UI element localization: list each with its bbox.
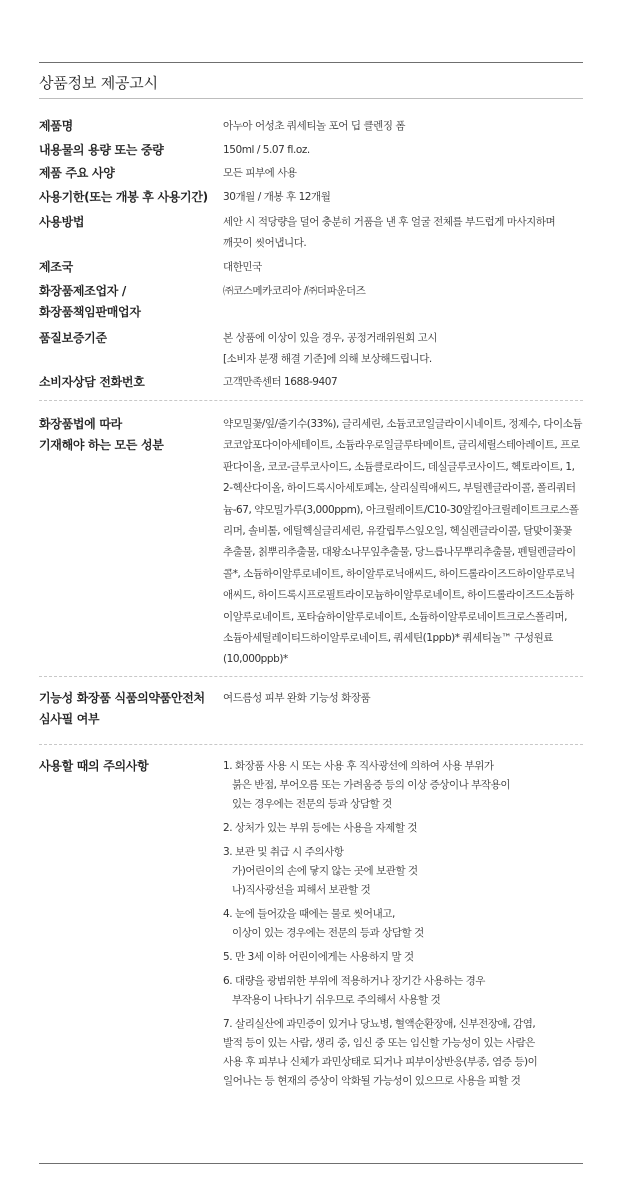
precautions-list	[223, 757, 583, 1096]
precaution-item: 4. 눈에 들어갔을 때에는 물로 씻어내고, 이상이 있는 경우에는 전문의 등과 상담할 것	[223, 908, 424, 939]
info-value: 150ml / 5.07 fl.oz.	[223, 144, 310, 156]
info-label: 제조국	[39, 260, 73, 274]
info-label: 사용방법	[39, 215, 85, 229]
info-label: 소비자상담 전화번호	[39, 375, 145, 389]
precaution-item: 3. 보관 및 취급 시 주의사항 가)어린이의 손에 닿지 않는 곳에 보관할 것 나)직사광선을 피해서 보관할 것	[223, 846, 418, 896]
info-value: 본 상품에 이상이 있을 경우, 공정거래위원회 고시 [소비자 분쟁 해결 기준]에 의해 보상해드립니다.	[223, 332, 438, 365]
precaution-item: 7. 살리실산에 과민증이 있거나 당뇨병, 혈액순환장애, 신부전장애, 감염, 발적 등이 있는 사람, 생리 중, 임신 중 또는 임신할 가능성이 있는 사람은 사용 후 피부나 신체가 과민상태로 되거나 피부이상반응(부종, 염증 등)이 일어나는 등 현재의 증상이 악화될 가능성이 있으므로 사용을 피할 것	[223, 1018, 538, 1087]
precaution-item: 6. 대량을 광범위한 부위에 적용하거나 장기간 사용하는 경우 부작용이 나타나기 쉬우므로 주의해서 사용할 것	[223, 975, 485, 1006]
bottom-divider	[39, 1163, 583, 1164]
section-divider	[39, 676, 583, 677]
section-divider	[39, 744, 583, 745]
info-value: ㈜코스메카코리아 /㈜더파운더즈	[223, 285, 366, 297]
info-label: 제품 주요 사양	[39, 166, 115, 180]
info-value: 30개월 / 개봉 후 12개월	[223, 191, 331, 203]
info-label: 사용할 때의 주의사항	[39, 759, 149, 773]
info-label: 품질보증기준	[39, 331, 107, 345]
info-value: 여드름성 피부 완화 기능성 화장품	[223, 692, 371, 704]
title-divider	[39, 98, 583, 99]
info-label: 기능성 화장품 식품의약품안전처 심사필 여부	[39, 691, 205, 726]
top-divider	[39, 62, 583, 63]
precaution-item: 5. 만 3세 이하 어린이에게는 사용하지 말 것	[223, 951, 414, 963]
info-value: 아누아 어성초 쿼세티놀 포어 딥 클렌징 폼	[223, 120, 406, 132]
info-value: 고객만족센터 1688-9407	[223, 376, 338, 388]
info-label: 사용기한(또는 개봉 후 사용기간)	[39, 190, 208, 204]
page-title: 상품정보 제공고시	[39, 74, 158, 92]
info-value: 세안 시 적당량을 덜어 충분히 거품을 낸 후 얼굴 전체를 부드럽게 마사지하며 깨끗이 씻어냅니다.	[223, 216, 556, 249]
section-divider	[39, 400, 583, 401]
info-value: 대한민국	[223, 261, 262, 273]
precaution-item: 1. 화장품 사용 시 또는 사용 후 직사광선에 의하여 사용 부위가 붉은 반점, 부어오름 또는 가려움증 등의 이상 증상이나 부작용이 있는 경우에는 전문의 등과 상담할 것	[223, 760, 511, 810]
info-label: 화장품제조업자 / 화장품책임판매업자	[39, 284, 141, 319]
info-value: 모든 피부에 사용	[223, 167, 297, 179]
ingredients-list: 약모밀꽃/잎/줄기수(33%), 글리세린, 소듐코코일글라이시네이트, 정제수, 다이소듐 코코암포다이아세테이트, 소듐라우로일글루타메이트, 글리세릴스테아레이트, 프로 판다이올, 코코-글루코사이드, 소듐클로라이드, 데실글루코사이드, 헥토라이트, 1, 2-헥산다이올, 하이드록시아세토페논, 살리실릭애씨드, 부틸렌글라이콜, 폴리쿼터 늄-67, 약모밀가루(3,000ppm), 아크릴레이트/C10-30알킬아크릴레이트크로스폴 리머, 솔비톨, 에틸헥실글리세린, 유칼립투스잎오일, 헥실렌글라이콜, 달맞이꽃꽃 추출물, 칡뿌리추출물, 대왕소나무잎추출물, 당느릅나무뿌리추출물, 펜틸렌글라이 콜*, 소듐하이알루로네이트, 하이알루로닉애씨드, 하이드롤라이즈드하이알루로닉 애씨드, 하이드록시프로필트라이모늄하이알루로네이트, 하이드롤라이즈드소듐하 이알루로네이트, 포타슘하이알루로네이트, 소듐하이알루로네이트크로스폴리머, 소듐아세틸레이티드하이알루로네이트, 쿼세틴(1ppb)* 쿼세티놀™ 구성원료 (10,000ppb)*	[223, 418, 583, 666]
info-label: 화장품법에 따라 기재해야 하는 모든 성분	[39, 417, 164, 453]
info-label: 내용물의 용량 또는 중량	[39, 143, 164, 157]
precaution-item: 2. 상처가 있는 부위 등에는 사용을 자제할 것	[223, 822, 418, 834]
info-label: 제품명	[39, 119, 73, 133]
